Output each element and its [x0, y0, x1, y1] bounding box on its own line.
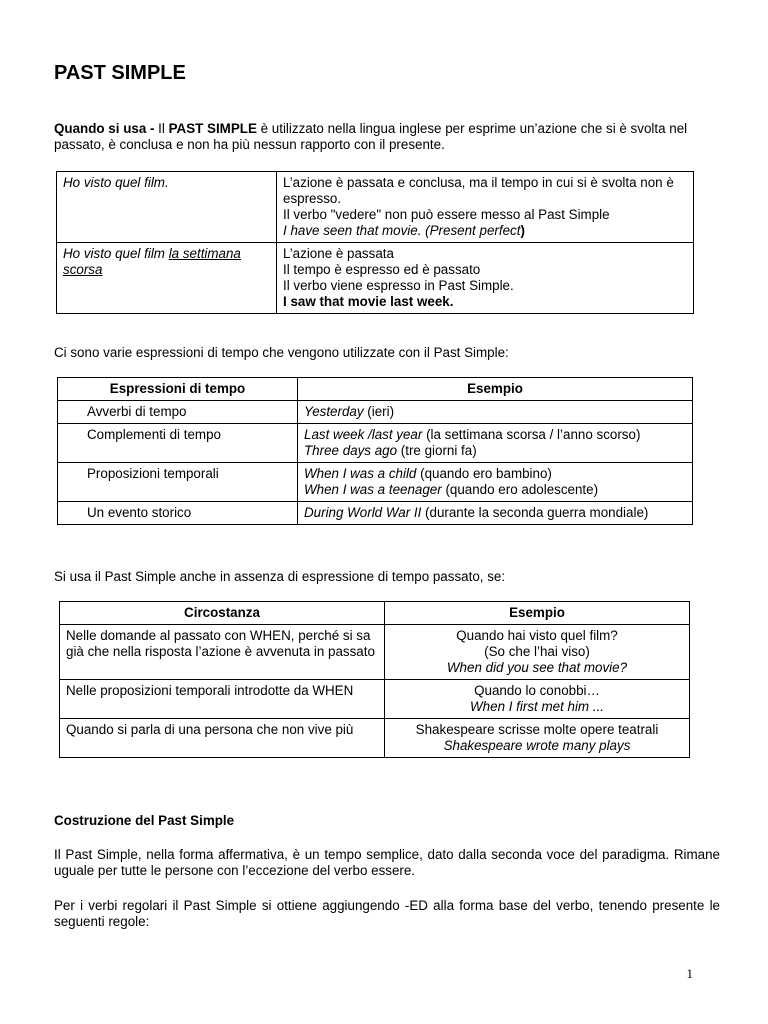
column-header: Esempio — [298, 378, 693, 401]
table-cell: Last week /last year (la settimana scorsa / l’anno scorso) Three days ago (tre giorni fa) — [298, 424, 693, 463]
intro-bold-term: PAST SIMPLE — [168, 121, 257, 136]
circumstance-table — [59, 601, 690, 758]
table-cell: Nelle domande al passato con WHEN, perché si sa già che nella risposta l’azione è avvenuta in passato — [60, 625, 385, 680]
table-cell: Quando lo conobbi… When I first met him ... — [385, 680, 690, 719]
table-row — [60, 625, 690, 680]
table-header-row — [58, 378, 693, 401]
column-header: Espressioni di tempo — [58, 378, 298, 401]
table-cell: Yesterday (ieri) — [298, 401, 693, 424]
table-cell: Avverbi di tempo — [58, 401, 298, 424]
table-cell: L’azione è passata e conclusa, ma il tempo in cui si è svolta non è espresso. Il verbo "vedere" non può essere messo al Past Simple I have seen that movie. (Present perfect) — [277, 172, 694, 243]
time-expressions-table — [57, 377, 693, 525]
table-cell: L’azione è passata Il tempo è espresso ed è passato Il verbo viene espresso in Past Simple. I saw that movie last week. — [277, 243, 694, 314]
table-cell: During World War II (durante la seconda guerra mondiale) — [298, 502, 693, 525]
expressions-intro: Ci sono varie espressioni di tempo che vengono utilizzate con il Past Simple: — [54, 345, 509, 360]
construction-paragraph: Il Past Simple, nella forma affermativa, è un tempo semplice, dato dalla seconda voce del paradigma. Rimane uguale per tutte le persone con l’eccezione del verbo essere. — [54, 847, 720, 878]
regular-verbs-paragraph: Per i verbi regolari il Past Simple si ottiene aggiungendo -ED alla forma base del verbo, tenendo presente le seguenti regole: — [54, 898, 720, 929]
table-cell: Shakespeare scrisse molte opere teatrali Shakespeare wrote many plays — [385, 719, 690, 758]
table-cell: Quando si parla di una persona che non vive più — [60, 719, 385, 758]
table-row — [57, 172, 694, 243]
intro-paragraph: Quando si usa - Il PAST SIMPLE è utilizzato nella lingua inglese per esprime un’azione che si è svolta nel passato, è conclusa e non ha più nessun rapporto con il presente. — [54, 121, 688, 152]
table-cell: When I was a child (quando ero bambino) When I was a teenager (quando ero adolescente) — [298, 463, 693, 502]
column-header: Esempio — [385, 602, 690, 625]
table-cell: Proposizioni temporali — [58, 463, 298, 502]
table-row — [60, 719, 690, 758]
table-cell: Ho visto quel film. — [57, 172, 277, 243]
table-cell: Un evento storico — [58, 502, 298, 525]
circumstance-intro: Si usa il Past Simple anche in assenza di espressione di tempo passato, se: — [54, 569, 506, 584]
table-cell: Complementi di tempo — [58, 424, 298, 463]
table-row — [57, 243, 694, 314]
table-row — [58, 401, 693, 424]
table-cell: Nelle proposizioni temporali introdotte da WHEN — [60, 680, 385, 719]
table-row — [58, 463, 693, 502]
table-row — [60, 680, 690, 719]
table-cell: Quando hai visto quel film? (So che l’hai viso) When did you see that movie? — [385, 625, 690, 680]
table-cell: Ho visto quel film la settimana scorsa — [57, 243, 277, 314]
comparison-table — [56, 171, 694, 314]
intro-label: Quando si usa - — [54, 121, 155, 136]
section-heading: Costruzione del Past Simple — [54, 813, 235, 828]
page-title: PAST SIMPLE — [54, 62, 186, 84]
page-number: 1 — [686, 966, 693, 981]
table-row — [58, 424, 693, 463]
table-row — [58, 502, 693, 525]
column-header: Circostanza — [60, 602, 385, 625]
table-header-row — [60, 602, 690, 625]
